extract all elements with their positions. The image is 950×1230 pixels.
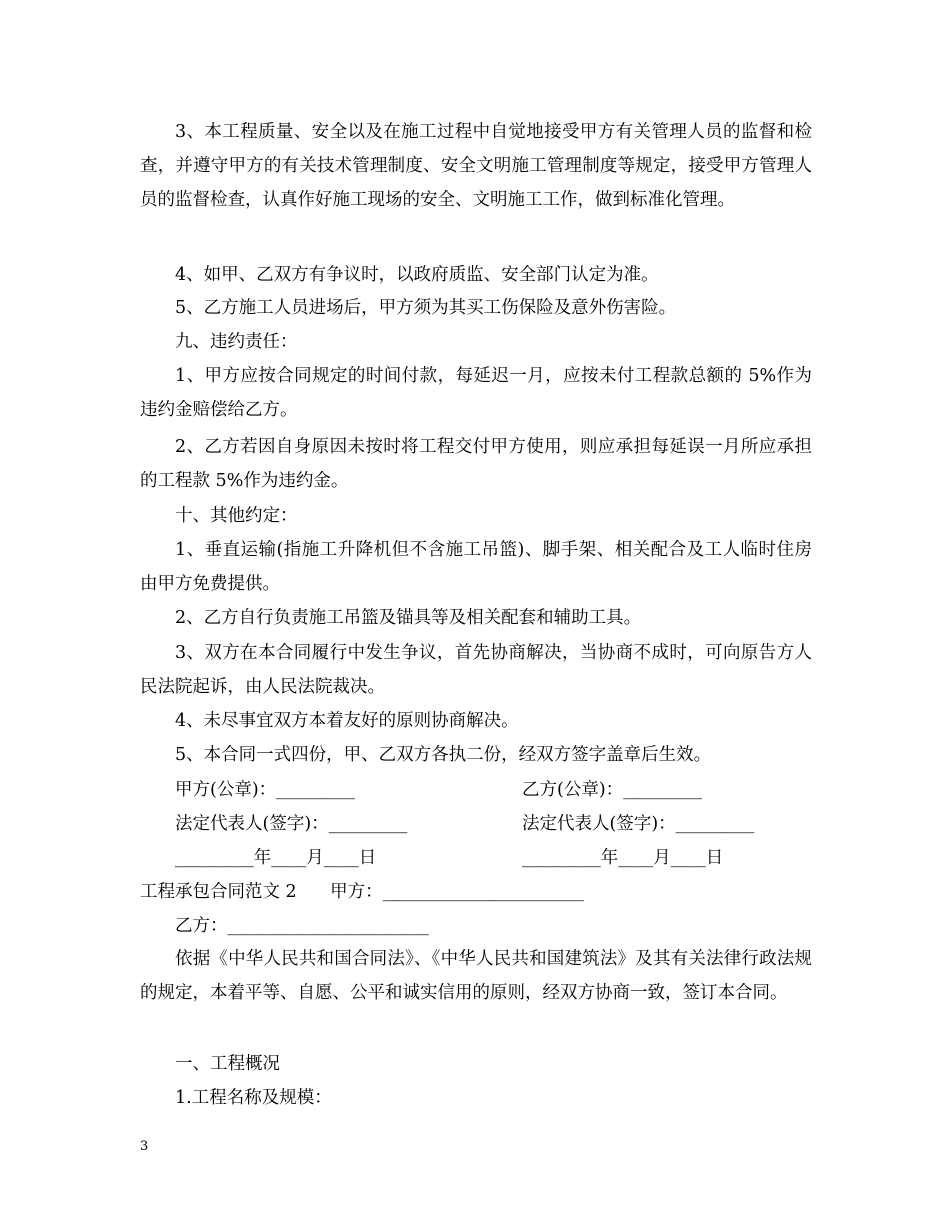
other-clause-3: 3、双方在本合同履行中发生争议，首先协商解决，当协商不成时，可向原告方人民法院起诉，由人民法院裁决。 bbox=[140, 643, 812, 697]
contract-2-section-1-heading: 一、工程概况 bbox=[175, 1054, 280, 1074]
contract-2-party-b-line: 乙方：_______________________ bbox=[175, 916, 429, 936]
contract-2-title-line: 工程承包合同范文 2 甲方：_______________________ bbox=[140, 882, 584, 902]
other-clause-5: 5、本合同一式四份，甲、乙双方各执二份，经双方签字盖章后生效。 bbox=[175, 745, 712, 765]
party-b-seal-line: 乙方(公章)：_________ bbox=[522, 780, 702, 800]
other-clause-1: 1、垂直运输(指施工升降机但不含施工吊篮)、脚手架、相关配合及工人临时住房由甲方免费提供。 bbox=[140, 540, 812, 594]
party-b-date-line: _________年____月____日 bbox=[522, 848, 724, 868]
penalty-clause-2: 2、乙方若因自身原因未按时将工程交付甲方使用，则应承担每延误一月所应承担的工程款 5%作为违约金。 bbox=[140, 437, 812, 491]
contract-2-intro: 依据《中华人民共和国合同法》、《中华人民共和国建筑法》及其有关法律行政法规的规定，本着平等、自愿、公平和诚实信用的原则，经双方协商一致，签订本合同。 bbox=[140, 949, 812, 1003]
clause-3-quality-safety: 3、本工程质量、安全以及在施工过程中自觉地接受甲方有关管理人员的监督和检查，并遵守甲方的有关技术管理制度、安全文明施工管理制度等规定，接受甲方管理人员的监督检查，认真作好施工现场的安全、文明施工工作，做到标准化管理。 bbox=[140, 122, 812, 210]
party-a-representative-line: 法定代表人(签字)：_________ bbox=[175, 814, 408, 834]
party-a-seal-line: 甲方(公章)：_________ bbox=[175, 780, 355, 800]
section-10-heading: 十、其他约定： bbox=[175, 506, 298, 526]
other-clause-2: 2、乙方自行负责施工吊篮及锚具等及相关配套和辅助工具。 bbox=[175, 608, 642, 628]
other-clause-4: 4、未尽事宜双方本着友好的原则协商解决。 bbox=[175, 711, 519, 731]
clause-4-dispute: 4、如甲、乙双方有争议时，以政府质监、安全部门认定为准。 bbox=[175, 265, 659, 285]
party-a-date-line: _________年____月____日 bbox=[175, 848, 377, 868]
penalty-clause-1: 1、甲方应按合同规定的时间付款，每延迟一月，应按未付工程款总额的 5%作为违约金赔偿给乙方。 bbox=[140, 366, 812, 420]
contract-2-item-1: 1.工程名称及规模： bbox=[175, 1088, 332, 1108]
clause-5-insurance: 5、乙方施工人员进场后，甲方须为其买工伤保险及意外伤害险。 bbox=[175, 298, 677, 318]
page-number: 3 bbox=[140, 1139, 149, 1154]
section-9-heading: 九、违约责任： bbox=[175, 332, 298, 352]
party-b-representative-line: 法定代表人(签字)：_________ bbox=[522, 814, 755, 834]
